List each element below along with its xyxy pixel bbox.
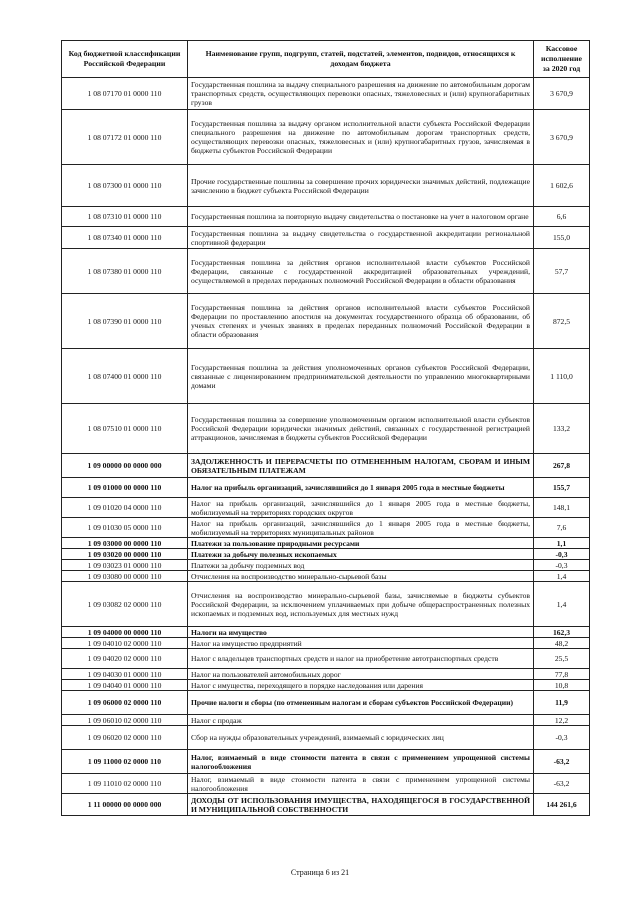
table-row: [62, 794, 590, 816]
row-value: 144 261,6: [534, 794, 590, 816]
row-name: ДОХОДЫ ОТ ИСПОЛЬЗОВАНИЯ ИМУЩЕСТВА, НАХОДЯЩЕГОСЯ В ГОСУДАРСТВЕННОЙ И МУНИЦИПАЛЬНОЙ СОБСТВЕННОСТИ: [188, 794, 534, 816]
row-name: Налог на прибыль организаций, зачислявшийся до 1 января 2005 года в местные бюджеты, мобилизуемый на территориях городских округов: [188, 498, 534, 518]
row-value: 77,8: [534, 669, 590, 680]
row-value: 1 602,6: [534, 165, 590, 207]
row-code: 1 09 01020 04 0000 110: [62, 498, 188, 518]
row-name: Налог, взимаемый в виде стоимости патента в связи с применением упрощенной системы налогообложения: [188, 750, 534, 774]
row-name: Государственная пошлина за действия органов исполнительной власти субъектов Российской Федерации по проставлению апостиля на документах государственного образца об образовании, об ученых степенях и ученых званиях в пределах переданных полномочий Российской Федерации в области образования: [188, 294, 534, 349]
row-value: 155,0: [534, 227, 590, 249]
row-code: 1 08 07172 01 0000 110: [62, 110, 188, 165]
row-name: Налог с имущества, переходящего в порядке наследования или дарения: [188, 680, 534, 691]
table-row: [62, 78, 590, 110]
row-value: 1,4: [534, 582, 590, 627]
row-code: 1 09 03000 00 0000 110: [62, 538, 188, 549]
table-row: [62, 294, 590, 349]
table-row: [62, 774, 590, 794]
row-value: -63,2: [534, 750, 590, 774]
row-value: 1 110,0: [534, 349, 590, 404]
document-page: [61, 40, 589, 816]
row-name: Отчисления на воспроизводство минерально-сырьевой базы: [188, 571, 534, 582]
table-row: [62, 207, 590, 227]
row-code: 1 08 07300 01 0000 110: [62, 165, 188, 207]
row-code: 1 08 07340 01 0000 110: [62, 227, 188, 249]
table-row: [62, 649, 590, 669]
row-code: 1 09 04010 02 0000 110: [62, 638, 188, 649]
row-value: -63,2: [534, 774, 590, 794]
row-code: 1 09 04030 01 0000 110: [62, 669, 188, 680]
row-name: Государственная пошлина за совершение уполномоченным органом исполнительной власти субъектов Российской Федерации юридически значимых действий, связанных с государственной регистрацией аттракционов, зачисляемая в бюджеты субъектов Российской Федерации: [188, 404, 534, 454]
table-row: [62, 560, 590, 571]
row-name: Государственная пошлина за действия уполномоченных органов субъектов Российской Федерации, связанные с лицензированием предпринимательской деятельности по управлению многоквартирными домами: [188, 349, 534, 404]
row-name: Налог с владельцев транспортных средств и налог на приобретение автотранспортных средств: [188, 649, 534, 669]
row-code: 1 09 03082 02 0000 110: [62, 582, 188, 627]
table-row: [62, 478, 590, 498]
revenue-table: [61, 40, 590, 816]
row-name: Прочие государственные пошлины за совершение прочих юридически значимых действий, подлежащие зачислению в бюджет субъекта Российской Федерации: [188, 165, 534, 207]
table-row: [62, 627, 590, 638]
header-code: Код бюджетной классификации Российской Федерации: [62, 41, 188, 78]
row-code: 1 09 03020 00 0000 110: [62, 549, 188, 560]
row-code: 1 09 04000 00 0000 110: [62, 627, 188, 638]
row-name: Платежи за пользование природными ресурсами: [188, 538, 534, 549]
row-value: 162,3: [534, 627, 590, 638]
row-code: 1 09 04020 02 0000 110: [62, 649, 188, 669]
row-name: Государственная пошлина за выдачу свидетельства о государственной аккредитации региональной спортивной федерации: [188, 227, 534, 249]
row-value: 7,6: [534, 518, 590, 538]
row-code: 1 09 01030 05 0000 110: [62, 518, 188, 538]
table-row: [62, 249, 590, 294]
row-value: -0,3: [534, 726, 590, 750]
page-number: Страница 6 из 21: [290, 868, 350, 877]
table-row: [62, 582, 590, 627]
row-code: 1 09 01000 00 0000 110: [62, 478, 188, 498]
table-body: [62, 78, 590, 816]
table-row: [62, 518, 590, 538]
header-value: Кассовое исполнение за 2020 год: [534, 41, 590, 78]
row-code: 1 09 06010 02 0000 110: [62, 715, 188, 726]
row-value: 57,7: [534, 249, 590, 294]
row-code: 1 08 07400 01 0000 110: [62, 349, 188, 404]
row-name: Государственная пошлина за действия органов исполнительной власти субъектов Российской Федерации, связанные с государственной аккредитацией образовательных учреждений, осуществляемой в пределах переданных полномочий Российской Федерации в области образования: [188, 249, 534, 294]
row-code: 1 08 07390 01 0000 110: [62, 294, 188, 349]
table-row: [62, 349, 590, 404]
row-code: 1 11 00000 00 0000 000: [62, 794, 188, 816]
row-value: 6,6: [534, 207, 590, 227]
row-code: 1 08 07310 01 0000 110: [62, 207, 188, 227]
row-code: 1 08 07510 01 0000 110: [62, 404, 188, 454]
table-row: [62, 549, 590, 560]
row-value: -0,3: [534, 549, 590, 560]
row-code: 1 09 03080 00 0000 110: [62, 571, 188, 582]
row-code: 1 08 07170 01 0000 110: [62, 78, 188, 110]
row-name: Прочие налоги и сборы (по отмененным налогам и сборам субъектов Российской Федерации): [188, 691, 534, 715]
row-code: 1 09 06020 02 0000 110: [62, 726, 188, 750]
row-name: Налог на пользователей автомобильных дорог: [188, 669, 534, 680]
table-row: [62, 165, 590, 207]
table-row: [62, 750, 590, 774]
row-name: ЗАДОЛЖЕННОСТЬ И ПЕРЕРАСЧЕТЫ ПО ОТМЕНЕННЫМ НАЛОГАМ, СБОРАМ И ИНЫМ ОБЯЗАТЕЛЬНЫМ ПЛАТЕЖАМ: [188, 454, 534, 478]
row-code: 1 09 11010 02 0000 110: [62, 774, 188, 794]
table-row: [62, 691, 590, 715]
row-value: 155,7: [534, 478, 590, 498]
table-row: [62, 538, 590, 549]
row-name: Налог с продаж: [188, 715, 534, 726]
table-row: [62, 680, 590, 691]
row-value: 3 670,9: [534, 78, 590, 110]
row-name: Налог на прибыль организаций, зачислявшийся до 1 января 2005 года в местные бюджеты, мобилизуемый на территориях муниципальных районов: [188, 518, 534, 538]
row-code: 1 08 07380 01 0000 110: [62, 249, 188, 294]
table-row: [62, 404, 590, 454]
table-row: [62, 638, 590, 649]
row-code: 1 09 06000 02 0000 110: [62, 691, 188, 715]
row-value: 3 670,9: [534, 110, 590, 165]
row-name: Платежи за добычу подземных вод: [188, 560, 534, 571]
row-name: Государственная пошлина за повторную выдачу свидетельства о постановке на учет в налоговом органе: [188, 207, 534, 227]
table-row: [62, 715, 590, 726]
row-code: 1 09 03023 01 0000 110: [62, 560, 188, 571]
table-row: [62, 498, 590, 518]
table-row: [62, 571, 590, 582]
row-value: 25,5: [534, 649, 590, 669]
table-row: [62, 454, 590, 478]
table-row: [62, 110, 590, 165]
row-name: Налог на имущество предприятий: [188, 638, 534, 649]
row-name: Отчисления на воспроизводство минерально-сырьевой базы, зачисляемые в бюджеты субъектов Российской Федерации, за исключением уплачиваемых при добыче общераспространенных полезных ископаемых и подземных вод, используемых для местных нужд: [188, 582, 534, 627]
row-code: 1 09 00000 00 0000 000: [62, 454, 188, 478]
table-row: [62, 669, 590, 680]
row-name: Налог на прибыль организаций, зачислявшийся до 1 января 2005 года в местные бюджеты: [188, 478, 534, 498]
row-value: 11,9: [534, 691, 590, 715]
row-name: Государственная пошлина за выдачу специального разрешения на движение по автомобильным дорогам транспортных средств, осуществляющих перевозки опасных, тяжеловесных и (или) крупногабаритных грузов: [188, 78, 534, 110]
table-row: [62, 726, 590, 750]
row-value: 48,2: [534, 638, 590, 649]
row-value: 1,4: [534, 571, 590, 582]
row-code: 1 09 11000 02 0000 110: [62, 750, 188, 774]
table-row: [62, 227, 590, 249]
row-name: Налог, взимаемый в виде стоимости патента в связи с применением упрощенной системы налогообложения: [188, 774, 534, 794]
row-value: 12,2: [534, 715, 590, 726]
row-value: 10,8: [534, 680, 590, 691]
row-value: 1,1: [534, 538, 590, 549]
row-value: 872,5: [534, 294, 590, 349]
row-name: Налоги на имущество: [188, 627, 534, 638]
row-value: 133,2: [534, 404, 590, 454]
header-name: Наименование групп, подгрупп, статей, подстатей, элементов, подвидов, относящихся к доходам бюджета: [188, 41, 534, 78]
row-name: Сбор на нужды образовательных учреждений, взимаемый с юридических лиц: [188, 726, 534, 750]
row-name: Государственная пошлина за выдачу органом исполнительной власти субъекта Российской Федерации специального разрешения на движение по автомобильным дорогам транспортных средств, осуществляющих перевозки опасных, тяжеловесных и (или) крупногабаритных грузов, зачисляемая в бюджеты субъектов Российской Федерации: [188, 110, 534, 165]
row-code: 1 09 04040 01 0000 110: [62, 680, 188, 691]
table-header-row: [62, 41, 590, 78]
row-value: 148,1: [534, 498, 590, 518]
row-value: 267,8: [534, 454, 590, 478]
row-name: Платежи за добычу полезных ископаемых: [188, 549, 534, 560]
row-value: -0,3: [534, 560, 590, 571]
